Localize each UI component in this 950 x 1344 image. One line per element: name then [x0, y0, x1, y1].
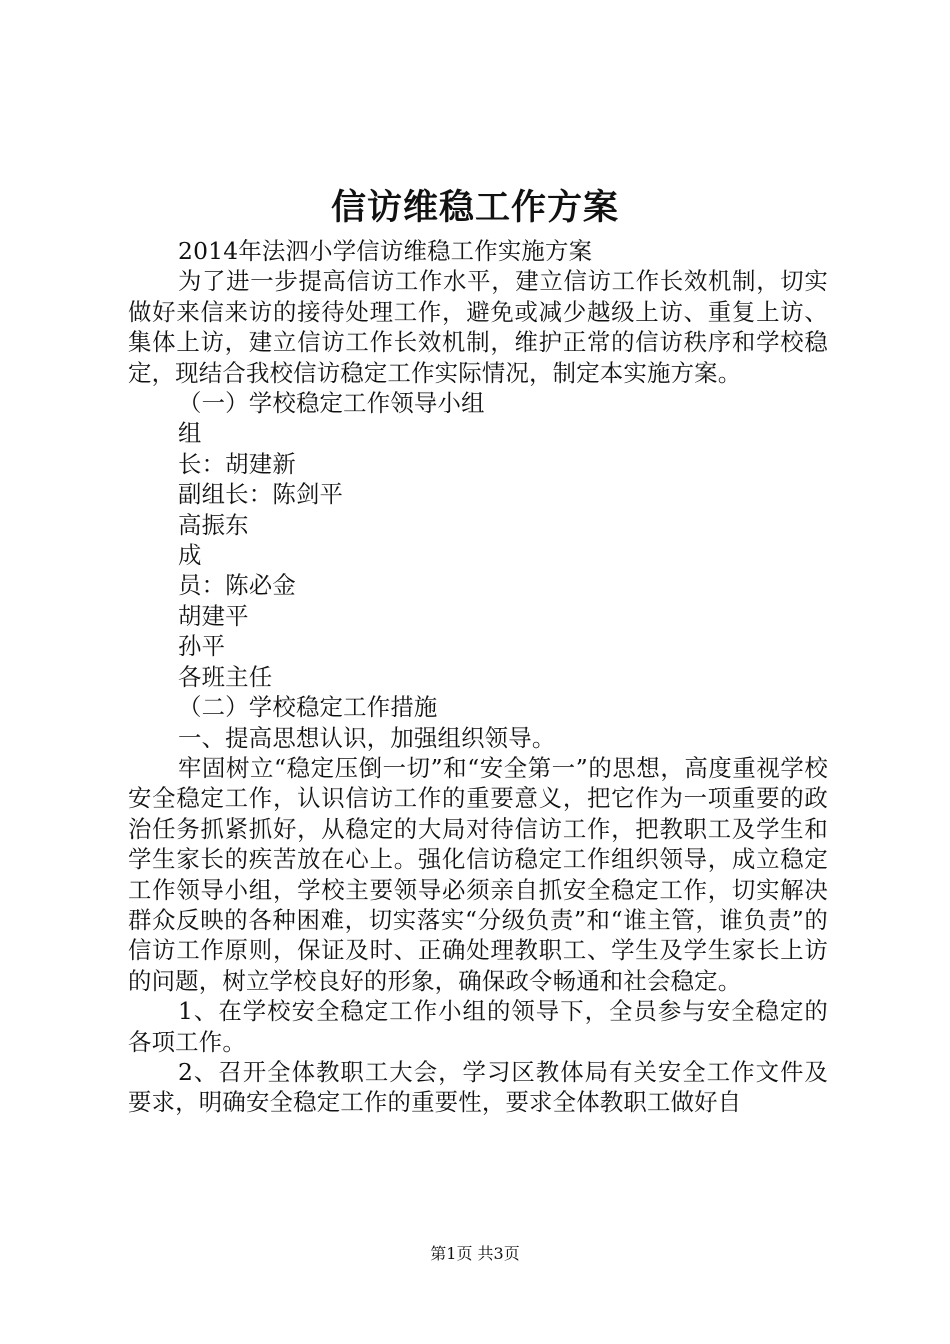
member-line: 孙平	[178, 632, 226, 661]
member-line: 组	[178, 419, 202, 448]
page-number-footer: 第1页 共3页	[430, 1244, 520, 1263]
member-line: 员：陈必金	[178, 571, 296, 600]
item2-paragraph: 2、召开全体教职工大会，学习区教体局有关安全工作文件及要求，明确安全稳定工作的重要性，要求全体教职工做好自	[128, 1057, 828, 1117]
member-line: 各班主任	[178, 662, 273, 691]
measure1-paragraph: 牢固树立“稳定压倒一切”和“安全第一”的思想，高度重视学校安全稳定工作，认识信访工作的重要意义，把它作为一项重要的政治任务抓紧抓好，从稳定的大局对待信访工作，把教职工及学生和学生家长的疾苦放在心上。强化信访稳定工作组织领导，成立稳定工作领导小组，学校主要领导必须亲自抓安全稳定工作，切实解决群众反映的各种困难，切实落实“分级负责”和“谁主管，谁负责”的信访工作原则，保证及时、正确处理教职工、学生及学生家长上访的问题，树立学校良好的形象，确保政令畅通和社会稳定。	[128, 753, 828, 995]
document-body	[128, 236, 828, 1118]
member-line: 长：胡建新	[178, 449, 296, 478]
member-line: 胡建平	[178, 601, 249, 630]
section1-heading: （一）学校稳定工作领导小组	[178, 389, 485, 418]
member-line: 高振东	[178, 510, 249, 539]
document-title: 信访维稳工作方案	[330, 187, 619, 228]
item1-paragraph: 1、在学校安全稳定工作小组的领导下，全员参与安全稳定的各项工作。	[128, 997, 828, 1056]
section2-heading: （二）学校稳定工作措施	[178, 693, 438, 722]
measure1-heading: 一、提高思想认识，加强组织领导。	[178, 723, 556, 752]
intro-paragraph: 为了进一步提高信访工作水平，建立信访工作长效机制，切实做好来信来访的接待处理工作，避免或减少越级上访、重复上访、集体上访，建立信访工作长效机制，维护正常的信访秩序和学校稳定，现结合我校信访稳定工作实际情况，制定本实施方案。	[128, 267, 828, 387]
document-subtitle: 2014年法泗小学信访维稳工作实施方案	[178, 237, 593, 265]
member-line: 副组长：陈剑平	[178, 480, 344, 509]
member-line: 成	[178, 541, 202, 570]
